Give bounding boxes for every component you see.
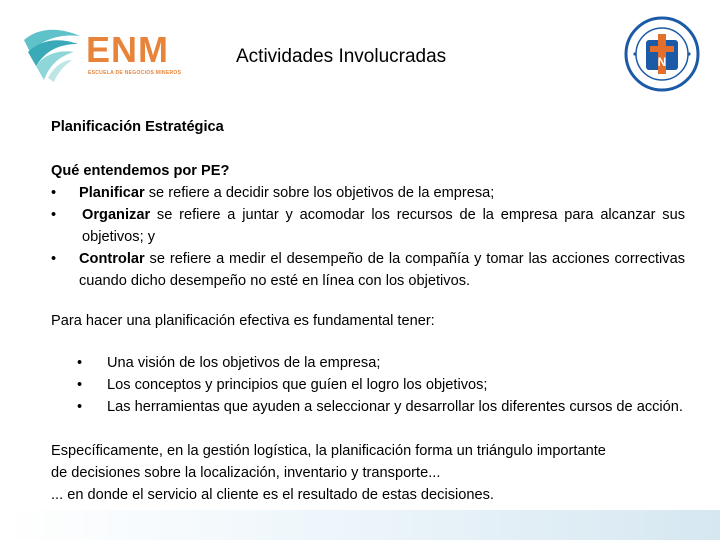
- enm-logo-subtext: ESCUELA DE NEGOCIOS MINEROS: [88, 70, 182, 76]
- question-heading: Qué entendemos por PE?: [51, 163, 230, 179]
- requirement-text: Una visión de los objetivos de la empresa;: [107, 355, 381, 371]
- enm-wave-icon: [22, 18, 86, 84]
- ucn-seal-logo: [624, 16, 700, 92]
- term-label: Planificar: [79, 185, 145, 201]
- enm-logo: [22, 18, 182, 84]
- closing-line: de decisiones sobre la localización, inventario y transporte...: [51, 465, 441, 481]
- svg-text:N: N: [657, 55, 667, 69]
- requirements-intro: Para hacer una planificación efectiva es fundamental tener:: [51, 313, 435, 329]
- bullet-icon: •: [77, 377, 83, 393]
- bullet-icon: •: [51, 251, 57, 267]
- closing-line: ... en donde el servicio al cliente es el resultado de estas decisiones.: [51, 487, 494, 503]
- slide-title: Actividades Involucradas: [236, 46, 447, 67]
- requirement-text: Los conceptos y principios que guíen el logro los objetivos;: [107, 377, 488, 393]
- requirement-text: Las herramientas que ayuden a seleccionar y desarrollar los diferentes cursos de acción.: [107, 399, 683, 415]
- enm-logo-text: ENM: [86, 29, 169, 70]
- bottom-gradient-band: [0, 510, 720, 540]
- bullet-icon: •: [77, 355, 83, 371]
- term-description: se refiere a medir el desempeño de la compañía y tomar las acciones correctivas cuando dicho desempeño no esté en línea con los objetivos.: [79, 251, 685, 289]
- term-label: Controlar: [79, 251, 145, 267]
- bullet-icon: •: [51, 207, 57, 223]
- term-description: se refiere a decidir sobre los objetivos de la empresa;: [144, 185, 495, 201]
- bullet-icon: •: [51, 185, 57, 201]
- term-description: se refiere a juntar y acomodar los recursos de la empresa para alcanzar sus objetivos; y: [82, 207, 685, 245]
- closing-line: Específicamente, en la gestión logística, la planificación forma un triángulo importante: [51, 443, 606, 459]
- term-label: Organizar: [82, 207, 151, 223]
- bullet-icon: •: [77, 399, 83, 415]
- university-seal-icon: [624, 16, 700, 92]
- section-title: Planificación Estratégica: [51, 119, 224, 135]
